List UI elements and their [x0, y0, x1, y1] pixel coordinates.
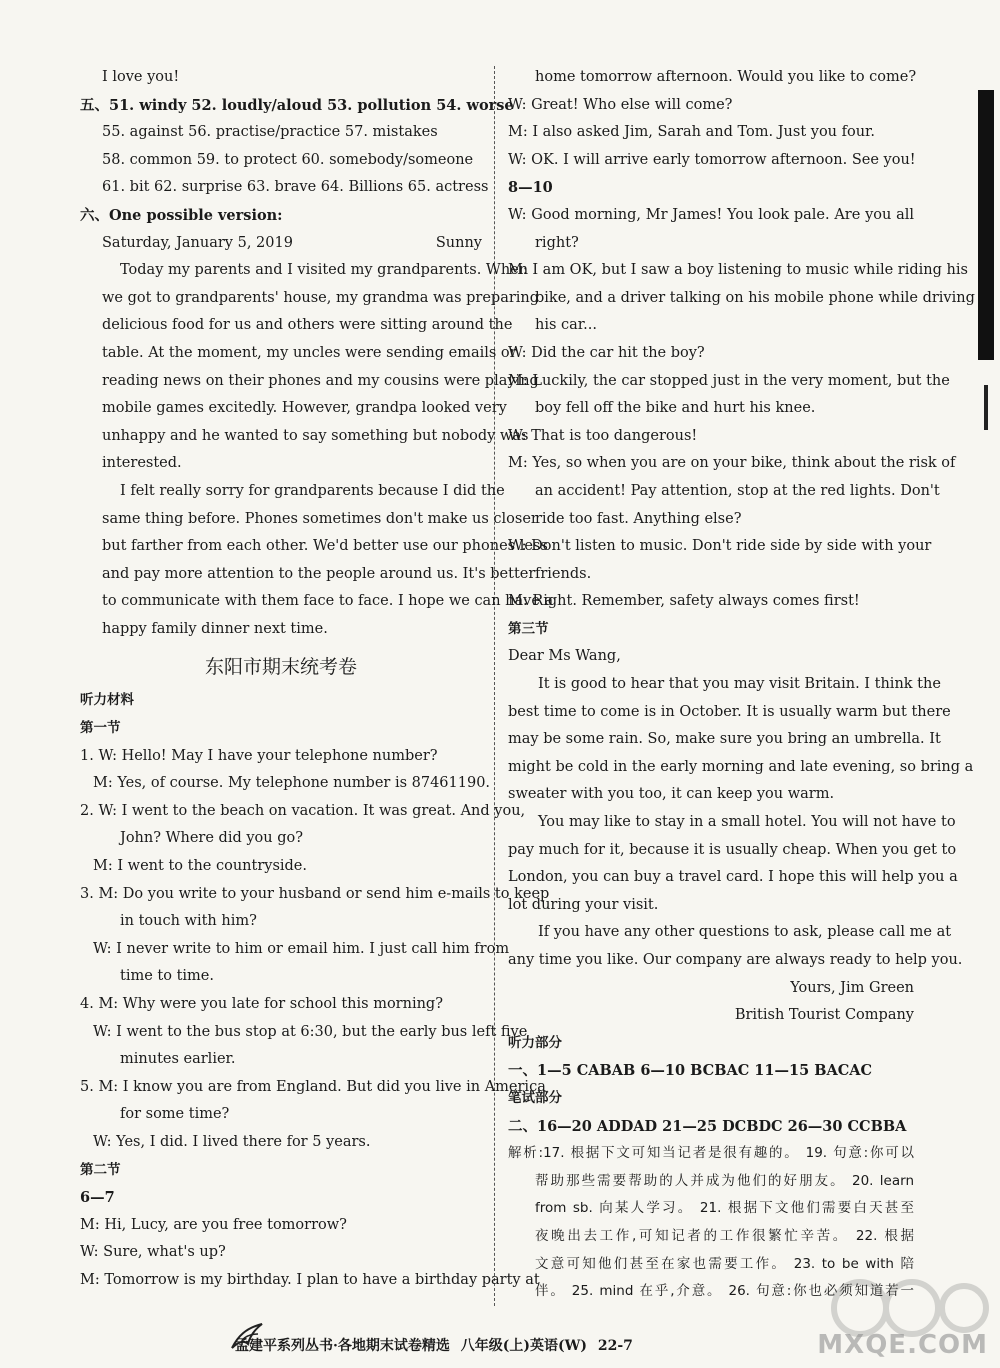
text-line: time to time. — [120, 968, 214, 985]
text-line: 六、One possible version: — [80, 206, 283, 224]
text-line: right? — [535, 234, 579, 251]
text-line: It is good to hear that you may visit Britain. I think the — [538, 676, 941, 693]
text-line: reading news on their phones and my cousins were playing — [102, 372, 539, 389]
text-line: table. At the moment, my uncles were sending emails or — [102, 344, 517, 361]
text-line: 一、1—5 CABAB 6—10 BCBAC 11—15 BACAC — [508, 1062, 873, 1080]
footer-grade: 八年级(上)英语(W) — [460, 1338, 587, 1354]
diary-weather: Sunny — [435, 234, 482, 251]
page-edge-mark-small — [984, 385, 988, 430]
text-line: 61. bit 62. surprise 63. brave 64. Billions 65. actress — [102, 179, 489, 196]
text-line: boy fell off the bike and hurt his knee. — [535, 400, 816, 417]
text-line: ride too fast. Anything else? — [535, 510, 742, 527]
text-line: W: Don't listen to music. Don't ride side by side with your — [508, 538, 932, 555]
page-edge-mark — [978, 90, 994, 360]
text-line: M: Yes, of course. My telephone number is 87461190. — [93, 775, 491, 792]
text-line: in touch with him? — [120, 913, 257, 930]
text-line: best time to come is in October. It is usually warm but there — [508, 703, 951, 720]
text-line: from sb. 向某人学习。 21. 根据下文他们需要白天甚至 — [535, 1200, 914, 1217]
text-line: W: I went to the bus stop at 6:30, but the early bus left five — [93, 1023, 528, 1040]
text-line: 第一节 — [80, 720, 121, 737]
text-line: M: Hi, Lucy, are you free tomorrow? — [80, 1216, 347, 1233]
text-line: M: I went to the countryside. — [93, 858, 307, 875]
text-line: 3. M: Do you write to your husband or send him e-mails to keep — [80, 885, 550, 902]
text-line: an accident! Pay attention, stop at the red lights. Don't — [535, 482, 940, 499]
text-line — [80, 230, 482, 258]
text-line: 夜晚出去工作,可知记者的工作很繁忙辛苦。 22. 根据 — [535, 1227, 914, 1244]
text-line: British Tourist Company — [734, 1007, 914, 1024]
text-line: M: I also asked Jim, Sarah and Tom. Just you four. — [508, 124, 876, 141]
text-line: Today my parents and I visited my grandparents. When — [120, 262, 529, 279]
text-line: 五、51. windy 52. loudly/aloud 53. pollution 54. worse — [80, 96, 514, 114]
text-line: M: Luckily, the car stopped just in the very moment, but the — [508, 372, 950, 389]
footer-page-number: 22-7 — [597, 1338, 633, 1354]
text-line: You may like to stay in a small hotel. You will not have to — [538, 814, 956, 831]
text-line: 6—7 — [80, 1189, 115, 1207]
text-line: but farther from each other. We'd better use our phones less — [102, 538, 548, 555]
diary-date: Saturday, January 5, 2019 — [102, 234, 293, 251]
text-line: 笔试部分 — [508, 1089, 562, 1106]
text-line: any time you like. Our company are always ready to help you. — [508, 952, 963, 968]
text-line: for some time? — [120, 1106, 230, 1123]
text-line: 8—10 — [508, 179, 553, 197]
text-line: 第三节 — [508, 620, 549, 637]
text-line: 第二节 — [80, 1161, 121, 1178]
text-line: unhappy and he wanted to say something but nobody was — [102, 427, 529, 444]
text-line: W: OK. I will arrive early tomorrow afternoon. See you! — [508, 151, 916, 168]
text-line: London, you can buy a travel card. I hope this will help you a — [508, 869, 958, 886]
text-line: 文意可知他们甚至在家也需要工作。 23. to be with 陪 — [535, 1255, 914, 1272]
text-line: If you have any other questions to ask, please call me at — [538, 924, 952, 941]
text-line: W: Great! Who else will come? — [508, 96, 733, 113]
text-line: W: Good morning, Mr James! You look pale. Are you all — [508, 206, 914, 223]
text-line: M: Right. Remember, safety always comes first! — [508, 593, 860, 610]
text-line: 伴。 25. mind 在乎,介意。 26. 句意:你也必须知道若一 — [535, 1283, 914, 1300]
text-line: 听力部分 — [508, 1034, 562, 1051]
text-line: Dear Ms Wang, — [508, 648, 621, 665]
text-line: mobile games excitedly. However, grandpa looked very — [102, 400, 507, 417]
watermark-text: MXQE.COM — [817, 1330, 988, 1360]
text-line: may be some rain. So, make sure you bring an umbrella. It — [508, 731, 941, 748]
text-line: W: I never write to him or email him. I just call him from — [93, 940, 510, 957]
text-line: M: Tomorrow is my birthday. I plan to have a birthday party at — [80, 1271, 540, 1288]
text-line: M: Yes, so when you are on your bike, think about the risk of — [508, 455, 956, 472]
text-line: happy family dinner next time. — [102, 620, 328, 637]
text-line: W: That is too dangerous! — [508, 427, 698, 444]
text-line: John? Where did you go? — [120, 830, 304, 847]
text-line: his car... — [535, 317, 597, 334]
text-line: 5. M: I know you are from England. But did you live in America — [80, 1078, 546, 1095]
text-line: 解析:17. 根据下文可知当记者是很有趣的。 19. 句意:你可以 — [508, 1145, 914, 1162]
page-footer — [235, 1333, 639, 1359]
section-title: 东阳市期末统考卷 — [204, 656, 357, 679]
text-line: lot during your visit. — [508, 896, 659, 913]
text-line: M: I am OK, but I saw a boy listening to music while riding his — [508, 262, 968, 279]
text-line: 1. W: Hello! May I have your telephone number? — [80, 747, 438, 764]
text-line: 2. W: I went to the beach on vacation. It was great. And you, — [80, 802, 526, 819]
text-line: 55. against 56. practise/practice 57. mistakes — [102, 124, 438, 141]
text-line: W: Sure, what's up? — [80, 1244, 226, 1261]
text-line: bike, and a driver talking on his mobile phone while driving — [535, 289, 975, 306]
text-line: we got to grandparents' house, my grandma was preparing — [102, 289, 540, 306]
text-line: home tomorrow afternoon. Would you like to come? — [535, 69, 917, 85]
text-line: Yours, Jim Green — [790, 979, 914, 996]
text-line: same thing before. Phones sometimes don't make us closer — [102, 510, 538, 527]
text-line: I felt really sorry for grandparents because I did the — [120, 482, 505, 499]
text-line: 帮助那些需要帮助的人并成为他们的好朋友。 20. learn — [535, 1172, 914, 1189]
text-line: W: Did the car hit the boy? — [508, 344, 705, 361]
text-line: minutes earlier. — [120, 1051, 236, 1068]
text-line: 4. M: Why were you late for school this morning? — [80, 996, 443, 1012]
text-line: delicious food for us and others were sitting around the — [102, 317, 513, 334]
text-line: and pay more attention to the people around us. It's better — [102, 565, 536, 582]
text-line: to communicate with them face to face. I hope we can have a — [102, 593, 554, 610]
text-line: W: Yes, I did. I lived there for 5 years. — [93, 1133, 371, 1150]
text-line: sweater with you too, it can keep you warm. — [508, 786, 835, 803]
text-line: pay much for it, because it is usually cheap. When you get to — [508, 841, 957, 858]
text-line: 听力材料 — [80, 692, 134, 709]
text-line: interested. — [102, 455, 182, 472]
text-line: I love you! — [102, 69, 180, 85]
text-line: friends. — [535, 565, 592, 582]
text-line: 二、16—20 ADDAD 21—25 DCBDC 26—30 CCBBA — [508, 1117, 907, 1135]
right-column — [508, 64, 975, 1306]
text-line: 58. common 59. to protect 60. somebody/someone — [102, 151, 474, 168]
footer-series: 孟建平系列丛书·各地期末试卷精选 — [235, 1338, 450, 1354]
text-line: might be cold in the early morning and late evening, so bring a — [508, 758, 974, 775]
column-divider — [494, 66, 495, 1306]
